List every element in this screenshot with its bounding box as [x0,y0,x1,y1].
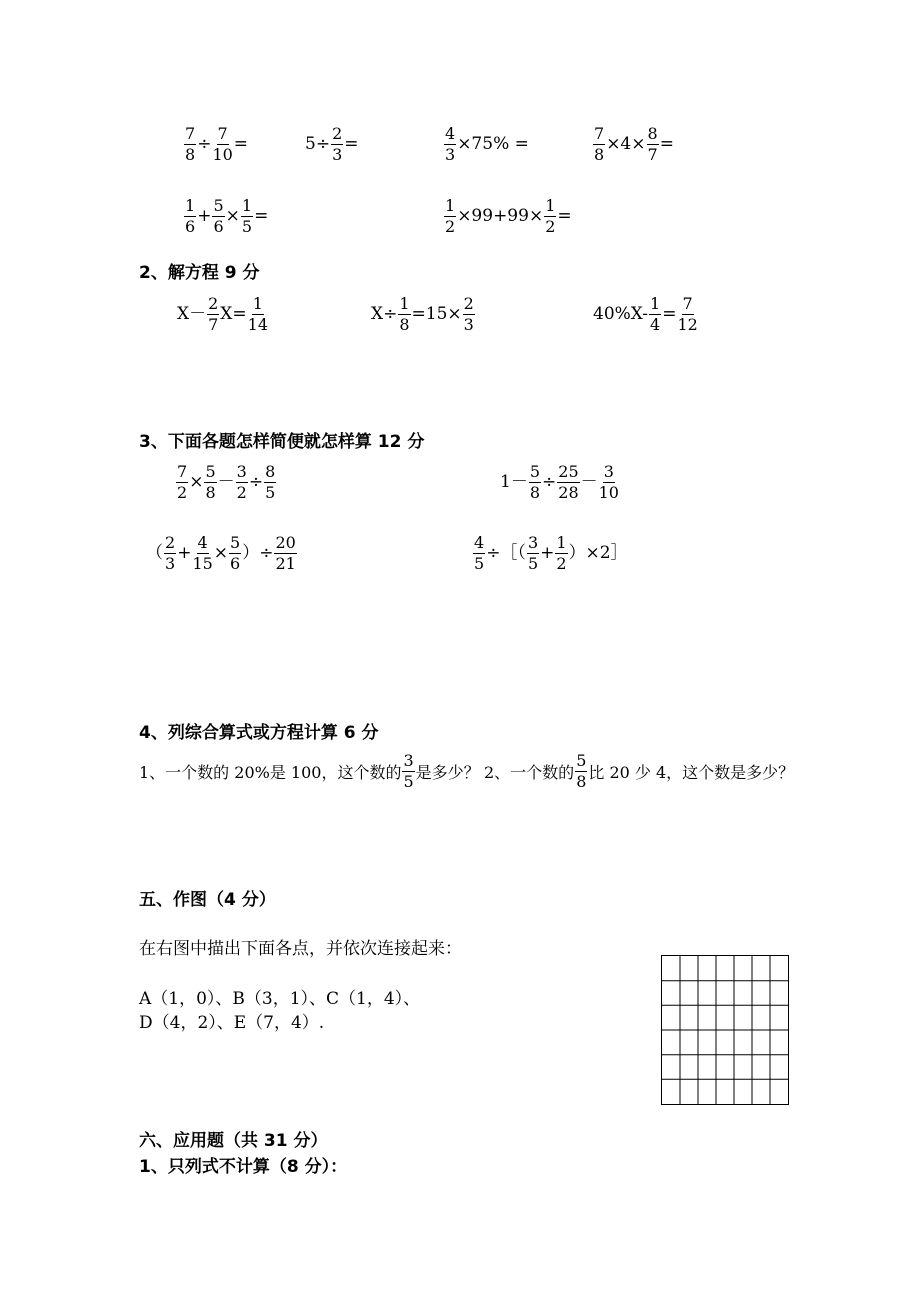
equation-3 [593,296,699,334]
numerator: 1 [241,196,253,215]
numerator: 2 [208,294,219,313]
calc-expr-4 [592,126,674,164]
denominator: 5 [241,216,253,236]
denominator: 5 [474,553,485,573]
expr-middle: ×99+99× [457,206,544,227]
denominator: 2 [445,216,456,236]
numerator: 5 [213,196,224,215]
numerator: 5 [230,533,241,552]
fraction [444,198,456,236]
numerator: 1 [252,294,263,313]
numerator: 1 [556,533,567,552]
fraction [212,126,232,164]
denominator: 2 [236,482,247,502]
points-list-line-2: D（4，2）、E（7，4）. [139,1013,325,1033]
denominator: 8 [529,482,541,502]
operator: － [217,472,235,493]
simplify-expr-4 [472,535,628,573]
numerator: 4 [445,124,456,143]
denominator: 10 [212,144,233,164]
denominator: 7 [208,314,219,334]
numerator: 3 [527,533,539,552]
numerator: 3 [403,751,414,770]
fraction [264,464,276,502]
fraction [575,753,587,791]
denominator: 10 [598,482,619,502]
fraction [529,464,541,502]
equals-sign: = [557,206,572,227]
denominator: 8 [399,314,410,334]
fraction [527,535,539,573]
denominator: 15 [192,553,213,573]
operator: × [225,206,240,227]
fraction [176,464,188,502]
section-2-title: 2、解方程 9 分 [139,263,260,283]
operator: ÷ [542,472,557,493]
word-problem-2 [484,753,794,791]
numerator: 5 [529,462,541,481]
fraction [647,126,659,164]
numerator: 20 [275,533,296,552]
fraction [207,296,219,334]
numerator: 3 [236,462,247,481]
equation-1 [177,296,269,334]
numerator: 1 [399,294,410,313]
numerator: 4 [197,533,208,552]
denominator: 14 [247,314,269,334]
expr-prefix: 1－ [500,472,528,493]
fraction [677,296,697,334]
fraction [229,535,241,573]
expr-prefix: X－ [177,304,207,325]
operator: × [213,543,229,564]
word-problem-1 [139,753,480,791]
points-list-line-1: A（1，0）、B（3，1）、C（1，4）、 [139,989,421,1009]
operator: × [189,472,204,493]
denominator: 3 [463,314,474,334]
section-4-title: 4、列综合算式或方程计算 6 分 [139,723,379,743]
fraction [212,198,224,236]
denominator: 6 [185,216,196,236]
expr-middle: = [662,304,677,325]
fraction [274,535,296,573]
equals-sign: = [254,206,269,227]
denominator: 8 [205,482,216,502]
fraction [402,753,414,791]
expr-prefix: X÷ [371,304,398,325]
operator: － [580,472,598,493]
denominator: 12 [677,314,698,334]
fraction [204,464,216,502]
fraction [398,296,410,334]
fraction [241,198,253,236]
simplify-expr-3 [146,535,298,573]
denominator: 7 [647,144,658,164]
denominator: 4 [650,314,661,334]
expr-prefix: 5÷ [305,134,331,155]
operator: + [540,543,555,564]
numerator: 7 [177,462,188,481]
numerator: 2 [463,294,474,313]
fraction [473,535,485,573]
numerator: 2 [165,533,176,552]
expr-prefix: 40%X- [593,304,649,325]
operator: ÷ [248,472,264,493]
calc-expr-3 [443,126,529,164]
section-3-title: 3、下面各题怎样简便就怎样算 12 分 [139,432,425,452]
numerator: 8 [647,124,658,143]
paren-close: ）÷ [242,543,274,564]
numerator: 25 [558,462,579,481]
grid-lines [662,956,788,1104]
equation-2 [371,296,476,334]
denominator: 3 [445,144,456,164]
fraction [184,198,196,236]
numerator: 5 [576,751,587,770]
numerator: 7 [217,124,228,143]
fraction [593,126,605,164]
equals-sign: = [659,134,674,155]
denominator: 2 [177,482,188,502]
numerator: 7 [594,124,605,143]
numerator: 7 [682,294,693,313]
denominator: 2 [545,216,556,236]
calc-expr-6 [443,198,572,236]
fraction [184,126,196,164]
numerator: 1 [445,196,456,215]
expr-middle: ÷［（ [486,543,526,564]
denominator: 3 [332,144,343,164]
expr-tail: ）×2］ [568,543,628,564]
denominator: 6 [230,553,241,573]
denominator: 5 [265,482,276,502]
problem-text: 2、一个数的 [484,763,575,783]
numerator: 2 [332,124,343,143]
paren-open: （ [146,543,163,564]
fraction [555,535,567,573]
expr-middle: ×4× [606,134,646,155]
problem-text: 比 20 少 4，这个数是多少？ [588,763,795,783]
numerator: 1 [185,196,196,215]
denominator: 6 [213,216,224,236]
section-6-title: 六、应用题（共 31 分） [139,1131,328,1151]
fraction [164,535,176,573]
expr-rest: ×75% = [457,134,529,155]
fraction [444,126,456,164]
problem-text: 是多少？ [415,763,480,783]
denominator: 3 [165,553,176,573]
calc-expr-5 [183,198,268,236]
denominator: 2 [556,553,567,573]
operator: + [197,206,212,227]
operator: + [177,543,192,564]
numerator: 5 [205,462,216,481]
equals-sign: = [233,134,249,155]
numerator: 1 [650,294,661,313]
equals-sign: = [344,134,359,155]
fraction [557,464,579,502]
fraction [236,464,248,502]
coordinate-grid [661,955,789,1105]
fraction [649,296,661,334]
drawing-instruction: 在右图中描出下面各点，并依次连接起来： [139,939,462,959]
fraction [544,198,556,236]
fraction [331,126,343,164]
simplify-expr-2 [500,464,620,502]
problem-text: 1、一个数的 20%是 100，这个数的 [139,763,402,783]
expr-middle: X= [220,304,247,325]
section-6-subtitle: 1、只列式不计算（8 分）： [139,1157,348,1177]
simplify-expr-1 [175,464,277,502]
calc-expr-1 [183,126,248,164]
fraction [192,535,212,573]
denominator: 5 [527,553,539,573]
operator: ÷ [197,134,212,155]
fraction [599,464,619,502]
calc-expr-2 [305,126,359,164]
numerator: 7 [185,124,196,143]
denominator: 8 [185,144,196,164]
numerator: 4 [474,533,485,552]
expr-middle: =15× [411,304,462,325]
denominator: 21 [275,553,296,573]
denominator: 28 [558,482,579,502]
denominator: 8 [576,771,587,791]
denominator: 5 [403,771,414,791]
numerator: 8 [265,462,276,481]
numerator: 3 [603,462,614,481]
section-5-title: 五、作图（4 分） [139,890,276,910]
fraction [248,296,268,334]
numerator: 1 [545,196,556,215]
denominator: 8 [594,144,605,164]
fraction [463,296,475,334]
